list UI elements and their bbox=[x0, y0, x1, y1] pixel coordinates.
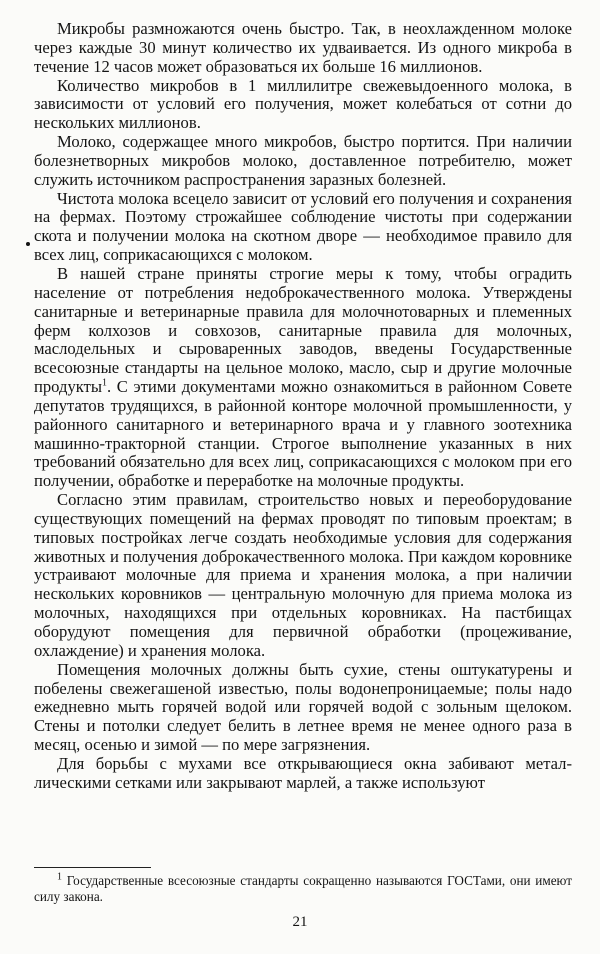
body-text bbox=[34, 20, 572, 793]
paragraph-microbe-count: Количество микробов в 1 миллилитре свежевыдоенного молока, в зависимости от условий его получения, может колебаться от сотни до нескольких миллионов. bbox=[34, 75, 572, 133]
footnote bbox=[34, 873, 572, 905]
paragraph-microbe-growth: Микробы размножаются очень быстро. Так, в неохлажденном молоке через каждые 30 минут количество их удваивается. Из одного микроба в течение 12 часов может образоваться их больше 16 миллионов. bbox=[34, 19, 572, 76]
paragraph-regulations bbox=[34, 265, 572, 491]
regulations-text-before: В нашей стране приняты строгие меры к тому, чтобы оградить население от потребления недоброкачественного молока. Утверждены санитарные и ветеринарные правила для молочнотоварных и племенных ферм колхозов и совхозов, санитарные правила для молочных, маслодельных и сыроваренных заводов, введены Государственные всесоюзные стандарты на цельное молоко, масло, сыр и другие молочные продукты bbox=[34, 263, 572, 397]
print-speck bbox=[26, 242, 30, 246]
footnote-text: Государственные всесоюзные стандарты сокращенно называются ГОСТами, они имеют силу закона. bbox=[34, 873, 572, 904]
paragraph-dairy-rooms: Помещения молочных должны быть сухие, стены оштукатурены и побелены свежегашеной известью, полы водонепроницаемые; полы надо ежедневно мыть горячей водой или горячей водой с зольным щелоком. Стены и потолки следует белить в летнее время не менее одного раза в месяц, осенью и зимой — по мере загрязнения. bbox=[34, 659, 572, 755]
footnote-mark: 1 bbox=[57, 871, 62, 883]
paragraph-construction: Согласно этим правилам, строительство новых и переоборудование существующих помещений на фермах проводят по типовым проектам; в типовых постройках легче создать необходимые условия для содержания животных и получения доброкачественного молока. При каждом коровнике устраивают молочные для приема и хранения молока, а при наличии нескольких коровников — центральную молочную для приема молока из молочных, находящихся при отдельных коровниках. На пастбищах оборудуют помещения для первичной обработки (процеживание, охлаждение) и хранения молока. bbox=[34, 490, 572, 660]
paragraph-flies: Для борьбы с мухами все открывающиеся окна забивают металлическими сетками или закрывают марлей, а также используют bbox=[34, 753, 572, 792]
page-number: 21 bbox=[292, 914, 308, 930]
regulations-text-after: . С этими документами можно ознакомиться в районном Совете депутатов трудящихся, в районной конторе молочной промышленности, у районного санитарного и ветеринарного врача и у главного зоотехника машинно-тракторной станции. Строгое выполнение указанных в них требований обязательно для всех лиц, соприкасающихся с молоком при его получении, обработке и переработке на молочные продукты. bbox=[34, 377, 572, 491]
footnote-reference: 1 bbox=[101, 377, 107, 389]
paragraph-cleanliness: Чистота молока всецело зависит от условий его получения и сохранения на фермах. Поэтому строжайшее соблюдение чистоты при содержании скота и получении молока на скотном дворе — необходимое правило для всех лиц, соприкасающихся с молоком. bbox=[34, 188, 572, 265]
paragraph-spoilage: Молоко, содержащее много микробов, быстро портится. При наличии болезнетворных микробов молоко, доставленное потребителю, может служить источником распространения заразных болезней. bbox=[34, 132, 572, 189]
footnote-divider bbox=[34, 867, 151, 868]
